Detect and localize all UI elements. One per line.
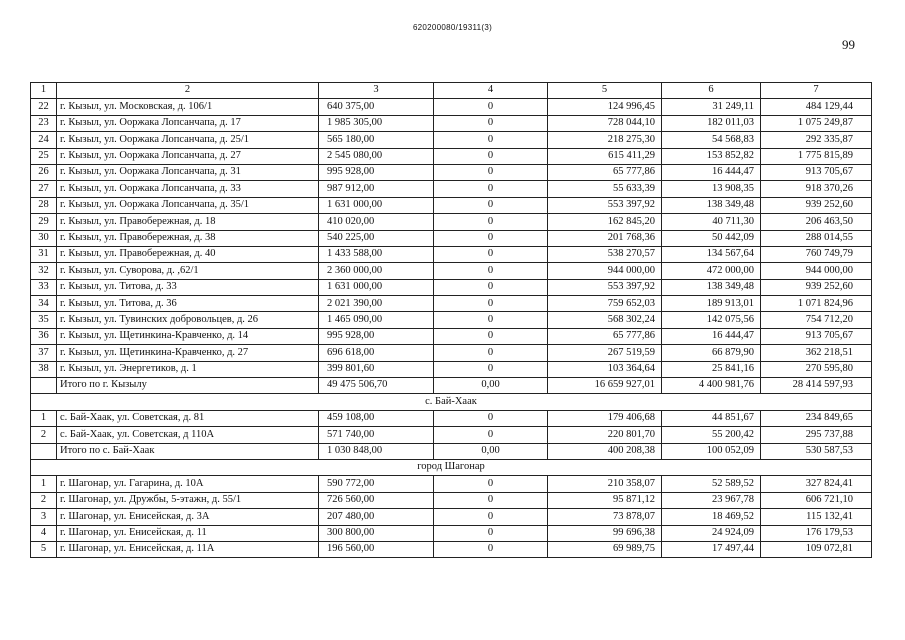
- total-cost-cell: 49 475 506,70: [319, 378, 434, 394]
- address-cell: г. Кызыл, ул. Московская, д. 106/1: [57, 99, 319, 115]
- col5-cell: 99 696,38: [548, 525, 662, 541]
- address-cell: г. Кызыл, ул. Тувинских добровольцев, д. 26: [57, 312, 319, 328]
- address-cell: г. Кызыл, ул. Щетинкина-Кравченко, д. 14: [57, 328, 319, 344]
- total-cost-cell: 1 985 305,00: [319, 115, 434, 131]
- col5-cell: 210 358,07: [548, 476, 662, 492]
- total-cost-cell: 2 021 390,00: [319, 296, 434, 312]
- col6-cell: 182 011,03: [662, 115, 761, 131]
- address-cell: г. Кызыл, ул. Правобережная, д. 18: [57, 214, 319, 230]
- row-number-cell: 26: [31, 164, 57, 180]
- col5-cell: 95 871,12: [548, 492, 662, 508]
- row-number-cell: 3: [31, 509, 57, 525]
- col7-cell: 28 414 597,93: [761, 378, 872, 394]
- column-number-row: [31, 83, 872, 99]
- col6-cell: 16 444,47: [662, 164, 761, 180]
- page-number: 99: [842, 37, 855, 52]
- col7-cell: 292 335,87: [761, 132, 872, 148]
- col5-cell: 553 397,92: [548, 197, 662, 213]
- col7-cell: 206 463,50: [761, 214, 872, 230]
- address-cell: г. Кызыл, ул. Правобережная, д. 38: [57, 230, 319, 246]
- col7-cell: 913 705,67: [761, 164, 872, 180]
- table-row: [31, 132, 872, 148]
- col4-cell: 0: [434, 164, 548, 180]
- table-row: [31, 361, 872, 377]
- address-cell: г. Кызыл, ул. Ооржака Лопсанчапа, д. 35/1: [57, 197, 319, 213]
- col6-cell: 24 924,09: [662, 525, 761, 541]
- section-header-row: [31, 459, 872, 475]
- col6-cell: 17 497,44: [662, 541, 761, 557]
- col7-cell: 270 595,80: [761, 361, 872, 377]
- row-number-cell: 27: [31, 181, 57, 197]
- row-number-cell: 28: [31, 197, 57, 213]
- total-row: [31, 378, 872, 394]
- total-cost-cell: 2 545 080,00: [319, 148, 434, 164]
- total-cost-cell: 1 631 000,00: [319, 279, 434, 295]
- total-cost-cell: 726 560,00: [319, 492, 434, 508]
- table-row: [31, 296, 872, 312]
- row-number-cell: 2: [31, 492, 57, 508]
- row-number-cell: 30: [31, 230, 57, 246]
- col4-cell: 0: [434, 230, 548, 246]
- row-number-cell: 37: [31, 345, 57, 361]
- col5-cell: 201 768,36: [548, 230, 662, 246]
- address-cell: г. Шагонар, ул. Енисейская, д. 11А: [57, 541, 319, 557]
- col6-cell: 31 249,11: [662, 99, 761, 115]
- address-cell: с. Бай-Хаак, ул. Советская, д. 81: [57, 410, 319, 426]
- total-cost-cell: 459 108,00: [319, 410, 434, 426]
- address-cell: г. Кызыл, ул. Щетинкина-Кравченко, д. 27: [57, 345, 319, 361]
- row-number-cell: 23: [31, 115, 57, 131]
- col4-cell: 0: [434, 214, 548, 230]
- table-row: [31, 230, 872, 246]
- register-table: [30, 82, 872, 558]
- total-cost-cell: 995 928,00: [319, 164, 434, 180]
- row-number-cell: 29: [31, 214, 57, 230]
- col4-cell: 0,00: [434, 378, 548, 394]
- col5-cell: 103 364,64: [548, 361, 662, 377]
- address-cell: г. Кызыл, ул. Ооржака Лопсанчапа, д. 25/1: [57, 132, 319, 148]
- col6-cell: 189 913,01: [662, 296, 761, 312]
- row-number-cell: 24: [31, 132, 57, 148]
- total-cost-cell: 1 030 848,00: [319, 443, 434, 459]
- col6-cell: 55 200,42: [662, 427, 761, 443]
- address-cell: Итого по г. Кызылу: [57, 378, 319, 394]
- col5-cell: 124 996,45: [548, 99, 662, 115]
- section-title: с. Бай-Хаак: [31, 394, 872, 410]
- col4-cell: 0: [434, 509, 548, 525]
- col4-cell: 0: [434, 263, 548, 279]
- row-number-cell: 34: [31, 296, 57, 312]
- col4-cell: 0: [434, 132, 548, 148]
- col6-cell: 4 400 981,76: [662, 378, 761, 394]
- row-number-cell: 4: [31, 525, 57, 541]
- total-cost-cell: 640 375,00: [319, 99, 434, 115]
- total-cost-cell: 207 480,00: [319, 509, 434, 525]
- total-cost-cell: 2 360 000,00: [319, 263, 434, 279]
- table-row: [31, 312, 872, 328]
- col5-cell: 400 208,38: [548, 443, 662, 459]
- col5-cell: 218 275,30: [548, 132, 662, 148]
- table-row: [31, 181, 872, 197]
- col5-cell: 162 845,20: [548, 214, 662, 230]
- column-number-cell: 7: [761, 83, 872, 99]
- address-cell: г. Кызыл, ул. Суворова, д. ,62/1: [57, 263, 319, 279]
- table-row: [31, 263, 872, 279]
- col4-cell: 0: [434, 361, 548, 377]
- section-title: город Шагонар: [31, 459, 872, 475]
- col6-cell: 100 052,09: [662, 443, 761, 459]
- col5-cell: 69 989,75: [548, 541, 662, 557]
- col6-cell: 138 349,48: [662, 279, 761, 295]
- row-number-cell: 32: [31, 263, 57, 279]
- col5-cell: 267 519,59: [548, 345, 662, 361]
- col5-cell: 538 270,57: [548, 246, 662, 262]
- column-number-cell: 1: [31, 83, 57, 99]
- col5-cell: 16 659 927,01: [548, 378, 662, 394]
- address-cell: г. Кызыл, ул. Правобережная, д. 40: [57, 246, 319, 262]
- col4-cell: 0: [434, 246, 548, 262]
- address-cell: Итого по с. Бай-Хаак: [57, 443, 319, 459]
- address-cell: г. Кызыл, ул. Титова, д. 36: [57, 296, 319, 312]
- table-row: [31, 541, 872, 557]
- address-cell: г. Шагонар, ул. Дружбы, 5-этажн, д. 55/1: [57, 492, 319, 508]
- col4-cell: 0: [434, 345, 548, 361]
- col7-cell: 327 824,41: [761, 476, 872, 492]
- row-number-cell: 33: [31, 279, 57, 295]
- col6-cell: 138 349,48: [662, 197, 761, 213]
- table-row: [31, 427, 872, 443]
- col7-cell: 115 132,41: [761, 509, 872, 525]
- col7-cell: 362 218,51: [761, 345, 872, 361]
- table-row: [31, 476, 872, 492]
- table-row: [31, 509, 872, 525]
- column-number-cell: 2: [57, 83, 319, 99]
- table-row: [31, 246, 872, 262]
- col7-cell: 1 775 815,89: [761, 148, 872, 164]
- col7-cell: 939 252,60: [761, 279, 872, 295]
- col4-cell: 0: [434, 148, 548, 164]
- col6-cell: 16 444,47: [662, 328, 761, 344]
- row-number-cell: [31, 378, 57, 394]
- row-number-cell: 2: [31, 427, 57, 443]
- address-cell: г. Кызыл, ул. Ооржака Лопсанчапа, д. 17: [57, 115, 319, 131]
- table-row: [31, 525, 872, 541]
- col5-cell: 568 302,24: [548, 312, 662, 328]
- col6-cell: 54 568,83: [662, 132, 761, 148]
- address-cell: с. Бай-Хаак, ул. Советская, д 110А: [57, 427, 319, 443]
- col7-cell: 288 014,55: [761, 230, 872, 246]
- address-cell: г. Кызыл, ул. Титова, д. 33: [57, 279, 319, 295]
- table-row: [31, 164, 872, 180]
- table-row: [31, 279, 872, 295]
- table-row: [31, 214, 872, 230]
- col6-cell: 18 469,52: [662, 509, 761, 525]
- row-number-cell: 1: [31, 410, 57, 426]
- col5-cell: 728 044,10: [548, 115, 662, 131]
- col5-cell: 759 652,03: [548, 296, 662, 312]
- col4-cell: 0: [434, 181, 548, 197]
- col6-cell: 23 967,78: [662, 492, 761, 508]
- row-number-cell: 22: [31, 99, 57, 115]
- col4-cell: 0: [434, 99, 548, 115]
- col6-cell: 142 075,56: [662, 312, 761, 328]
- col5-cell: 65 777,86: [548, 328, 662, 344]
- col7-cell: 484 129,44: [761, 99, 872, 115]
- table-row: [31, 148, 872, 164]
- register-body: [31, 83, 872, 558]
- col7-cell: 918 370,26: [761, 181, 872, 197]
- col7-cell: 939 252,60: [761, 197, 872, 213]
- total-cost-cell: 1 433 588,00: [319, 246, 434, 262]
- col5-cell: 179 406,68: [548, 410, 662, 426]
- col7-cell: 109 072,81: [761, 541, 872, 557]
- col7-cell: 176 179,53: [761, 525, 872, 541]
- col5-cell: 65 777,86: [548, 164, 662, 180]
- col6-cell: 153 852,82: [662, 148, 761, 164]
- col7-cell: 1 071 824,96: [761, 296, 872, 312]
- row-number-cell: 1: [31, 476, 57, 492]
- col6-cell: 50 442,09: [662, 230, 761, 246]
- col4-cell: 0: [434, 525, 548, 541]
- col4-cell: 0: [434, 541, 548, 557]
- col7-cell: 760 749,79: [761, 246, 872, 262]
- col7-cell: 530 587,53: [761, 443, 872, 459]
- total-cost-cell: 300 800,00: [319, 525, 434, 541]
- table-row: [31, 99, 872, 115]
- col6-cell: 472 000,00: [662, 263, 761, 279]
- col7-cell: 913 705,67: [761, 328, 872, 344]
- row-number-cell: 25: [31, 148, 57, 164]
- address-cell: г. Кызыл, ул. Ооржака Лопсанчапа, д. 27: [57, 148, 319, 164]
- table-row: [31, 197, 872, 213]
- col4-cell: 0: [434, 197, 548, 213]
- total-cost-cell: 590 772,00: [319, 476, 434, 492]
- col4-cell: 0: [434, 328, 548, 344]
- total-cost-cell: 399 801,60: [319, 361, 434, 377]
- column-number-cell: 6: [662, 83, 761, 99]
- col7-cell: 606 721,10: [761, 492, 872, 508]
- total-cost-cell: 1 465 090,00: [319, 312, 434, 328]
- table-row: [31, 328, 872, 344]
- column-number-cell: 5: [548, 83, 662, 99]
- col6-cell: 66 879,90: [662, 345, 761, 361]
- col5-cell: 615 411,29: [548, 148, 662, 164]
- col4-cell: 0: [434, 296, 548, 312]
- address-cell: г. Кызыл, ул. Ооржака Лопсанчапа, д. 31: [57, 164, 319, 180]
- row-number-cell: [31, 443, 57, 459]
- col7-cell: 754 712,20: [761, 312, 872, 328]
- row-number-cell: 38: [31, 361, 57, 377]
- col5-cell: 73 878,07: [548, 509, 662, 525]
- total-cost-cell: 196 560,00: [319, 541, 434, 557]
- col6-cell: 134 567,64: [662, 246, 761, 262]
- column-number-cell: 4: [434, 83, 548, 99]
- row-number-cell: 36: [31, 328, 57, 344]
- row-number-cell: 5: [31, 541, 57, 557]
- table-row: [31, 492, 872, 508]
- col6-cell: 25 841,16: [662, 361, 761, 377]
- col7-cell: 234 849,65: [761, 410, 872, 426]
- col7-cell: 295 737,88: [761, 427, 872, 443]
- col6-cell: 52 589,52: [662, 476, 761, 492]
- total-cost-cell: 571 740,00: [319, 427, 434, 443]
- col7-cell: 944 000,00: [761, 263, 872, 279]
- table-row: [31, 345, 872, 361]
- col4-cell: 0,00: [434, 443, 548, 459]
- total-cost-cell: 410 020,00: [319, 214, 434, 230]
- col5-cell: 220 801,70: [548, 427, 662, 443]
- total-cost-cell: 995 928,00: [319, 328, 434, 344]
- section-header-row: [31, 394, 872, 410]
- address-cell: г. Шагонар, ул. Енисейская, д. 11: [57, 525, 319, 541]
- total-row: [31, 443, 872, 459]
- column-number-cell: 3: [319, 83, 434, 99]
- col4-cell: 0: [434, 115, 548, 131]
- col5-cell: 553 397,92: [548, 279, 662, 295]
- total-cost-cell: 565 180,00: [319, 132, 434, 148]
- table-row: [31, 410, 872, 426]
- col4-cell: 0: [434, 410, 548, 426]
- total-cost-cell: 1 631 000,00: [319, 197, 434, 213]
- total-cost-cell: 540 225,00: [319, 230, 434, 246]
- row-number-cell: 35: [31, 312, 57, 328]
- address-cell: г. Шагонар, ул. Енисейская, д. 3А: [57, 509, 319, 525]
- col4-cell: 0: [434, 279, 548, 295]
- col6-cell: 40 711,30: [662, 214, 761, 230]
- col4-cell: 0: [434, 312, 548, 328]
- col4-cell: 0: [434, 492, 548, 508]
- address-cell: г. Шагонар, ул. Гагарина, д. 10А: [57, 476, 319, 492]
- col5-cell: 55 633,39: [548, 181, 662, 197]
- total-cost-cell: 987 912,00: [319, 181, 434, 197]
- col6-cell: 13 908,35: [662, 181, 761, 197]
- col5-cell: 944 000,00: [548, 263, 662, 279]
- document-code: 620200080/19311(3): [412, 23, 493, 32]
- address-cell: г. Кызыл, ул. Ооржака Лопсанчапа, д. 33: [57, 181, 319, 197]
- table-row: [31, 115, 872, 131]
- col4-cell: 0: [434, 427, 548, 443]
- address-cell: г. Кызыл, ул. Энергетиков, д. 1: [57, 361, 319, 377]
- col4-cell: 0: [434, 476, 548, 492]
- col6-cell: 44 851,67: [662, 410, 761, 426]
- row-number-cell: 31: [31, 246, 57, 262]
- col7-cell: 1 075 249,87: [761, 115, 872, 131]
- total-cost-cell: 696 618,00: [319, 345, 434, 361]
